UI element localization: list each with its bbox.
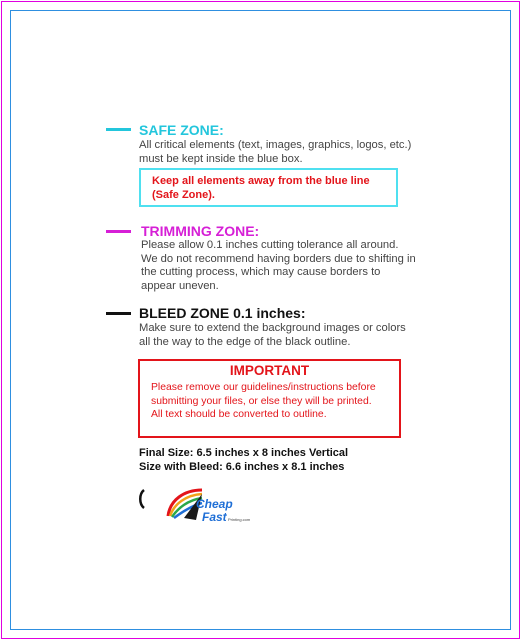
safe-note-line: Keep all elements away from the blue line xyxy=(152,175,370,187)
important-line: All text should be converted to outline. xyxy=(151,409,327,421)
trimming-zone-title: TRIMMING ZONE: xyxy=(141,223,260,239)
logo-word-fast: Fast xyxy=(202,510,227,524)
bleed-zone-description xyxy=(139,322,406,349)
final-size-text: Final Size: 6.5 inches x 8 inches Vertical xyxy=(139,447,349,459)
safe-zone-description xyxy=(139,139,411,166)
logo-swoosh-icon xyxy=(136,482,256,530)
trimming-zone-marker-line xyxy=(106,230,131,233)
safe-zone-title: SAFE ZONE: xyxy=(139,122,224,138)
safe-zone-note-box xyxy=(139,168,398,207)
size-specs xyxy=(139,447,348,474)
logo-word-printing: Printing.com xyxy=(228,517,251,522)
trimming-zone-line: We do not recommend having borders due to shifting in xyxy=(141,252,416,265)
bleed-size-text: Size with Bleed: 6.6 inches x 8.1 inches xyxy=(139,460,345,473)
bleed-zone-line: Make sure to extend the background images or colors xyxy=(139,322,406,334)
bleed-zone-marker-line xyxy=(106,312,131,315)
bleed-zone-title: BLEED ZONE 0.1 inches: xyxy=(139,305,306,321)
bleed-zone-line: all the way to the edge of the black outline. xyxy=(139,335,351,348)
safe-zone-line: All critical elements (text, images, graphics, logos, etc.) xyxy=(139,139,412,151)
trimming-zone-line: appear uneven. xyxy=(141,279,219,292)
important-text xyxy=(151,381,376,422)
important-notice-box xyxy=(138,359,401,438)
safe-zone-line: must be kept inside the blue box. xyxy=(139,152,303,165)
important-line: submitting your files, or else they will be printed. xyxy=(151,395,372,407)
logo-word-cheap: Cheap xyxy=(196,497,233,511)
trimming-zone-line: Please allow 0.1 inches cutting tolerance all around. xyxy=(141,239,399,251)
safe-note-line: (Safe Zone). xyxy=(152,188,215,201)
important-title: IMPORTANT xyxy=(229,363,310,378)
trimming-zone-description xyxy=(141,239,416,293)
trimming-zone-line: the cutting process, which may cause borders to xyxy=(141,266,381,279)
safe-zone-marker-line xyxy=(106,128,131,131)
important-line: Please remove our guidelines/instructions before xyxy=(151,382,376,393)
printer-logo xyxy=(136,482,256,530)
